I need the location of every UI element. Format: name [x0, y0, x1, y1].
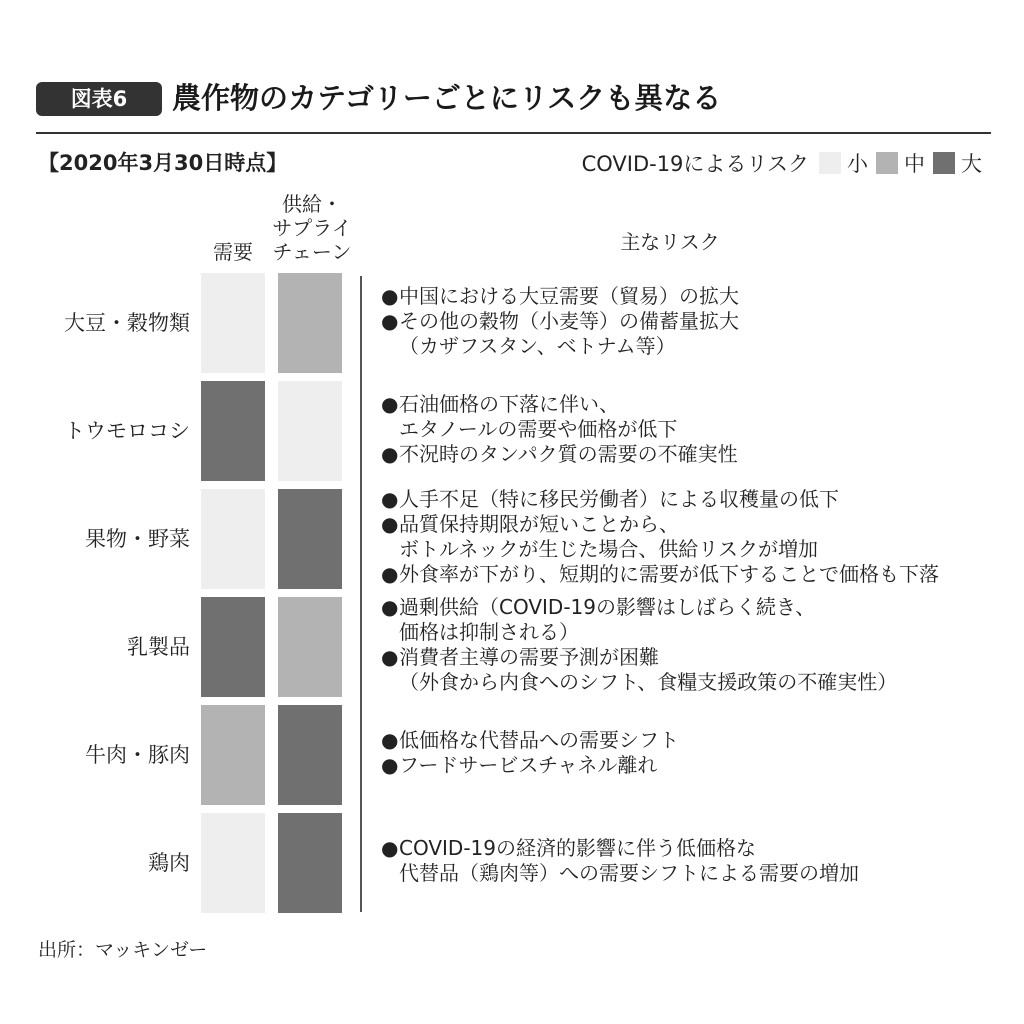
risk-text: その他の穀物（小麦等）の備蓄量拡大	[399, 309, 739, 333]
risk-list	[381, 595, 1001, 695]
heatmap-cell-demand	[201, 273, 265, 373]
heatmap-cell-demand	[201, 489, 265, 589]
legend-label-high: 大	[961, 152, 982, 176]
risk-text: （カザフスタン、ベトナム等）	[399, 334, 676, 358]
risk-text: 外食率が下がり、短期的に需要が低下することで価格も下落	[399, 562, 939, 586]
title-rule	[36, 132, 991, 134]
risk-text: COVID-19の経済的影響に伴う低価格な	[399, 836, 757, 860]
bullet-icon: ●	[381, 562, 399, 586]
column-header-supply-line1: 供給・	[282, 192, 342, 216]
risk-text: 代替品（鶏肉等）への需要シフトによる需要の増加	[399, 861, 859, 885]
risk-text: 人手不足（特に移民労働者）による収穫量の低下	[399, 487, 839, 511]
risk-item	[381, 836, 1001, 861]
column-header-supply-line2: サプライ	[272, 216, 352, 240]
risk-text: 不況時のタンパク質の需要の不確実性	[399, 442, 738, 466]
risk-item	[381, 417, 1001, 442]
heatmap-cell-supply	[278, 489, 342, 589]
legend	[582, 148, 982, 178]
column-header-supply-line3: チェーン	[272, 240, 352, 264]
heatmap-cell-supply	[278, 705, 342, 805]
row-label: 牛肉・豚肉	[85, 743, 190, 767]
risk-item	[381, 392, 1001, 417]
risk-item	[381, 645, 1001, 670]
bullet-icon: ●	[381, 595, 399, 619]
figure-title: 農作物のカテゴリーごとにリスクも異なる	[172, 81, 722, 115]
risk-text: ボトルネックが生じた場合、供給リスクが増加	[399, 537, 818, 561]
risk-list	[381, 284, 1001, 359]
heatmap-cell-supply	[278, 381, 342, 481]
legend-title: COVID-19によるリスク	[581, 152, 809, 176]
bullet-icon: ●	[381, 728, 399, 752]
bullet-icon: ●	[381, 753, 399, 777]
column-header-main-risks: 主なリスク	[620, 230, 720, 254]
risk-text: 品質保持期限が短いことから、	[399, 512, 679, 536]
heatmap-cell-demand	[201, 597, 265, 697]
risk-item	[381, 512, 1001, 537]
risk-item	[381, 753, 1001, 778]
row-label: 大豆・穀物類	[64, 311, 190, 335]
heatmap-cell-supply	[278, 813, 342, 913]
risk-text: エタノールの需要や価格が低下	[399, 417, 678, 441]
risk-list	[381, 392, 1001, 467]
heatmap-cell-demand	[201, 813, 265, 913]
bullet-icon: ●	[381, 487, 399, 511]
bullet-icon: ●	[381, 309, 399, 333]
bullet-icon: ●	[381, 284, 399, 308]
risk-text: 低価格な代替品への需要シフト	[399, 728, 679, 752]
legend-swatch-high	[933, 152, 955, 174]
row-label: 鶏肉	[148, 851, 190, 875]
legend-label-low: 小	[847, 152, 868, 176]
risk-text: 過剰供給（COVID-19の影響はしばらく続き、	[399, 595, 816, 619]
bullet-icon: ●	[381, 512, 399, 536]
risk-item	[381, 861, 1001, 886]
risk-text: フードサービスチャネル離れ	[399, 753, 658, 777]
risk-list	[381, 836, 1001, 886]
bullet-icon: ●	[381, 392, 399, 416]
risk-item	[381, 562, 1001, 587]
bullet-icon: ●	[381, 836, 399, 860]
bullet-icon: ●	[381, 442, 399, 466]
risk-item	[381, 334, 1001, 359]
legend-label-medium: 中	[904, 152, 925, 176]
legend-swatch-low	[819, 152, 841, 174]
risk-item	[381, 309, 1001, 334]
row-label: 果物・野菜	[85, 527, 190, 551]
heatmap-cell-demand	[201, 381, 265, 481]
column-divider	[360, 276, 362, 912]
risk-text: 消費者主導の需要予測が困難	[399, 645, 659, 669]
heatmap-cell-demand	[201, 705, 265, 805]
risk-item	[381, 670, 1001, 695]
risk-text: 価格は抑制される）	[399, 620, 579, 644]
as-of-date: 【2020年3月30日時点】	[38, 151, 288, 175]
legend-swatch-medium	[876, 152, 898, 174]
risk-list	[381, 728, 1001, 778]
risk-item	[381, 487, 1001, 512]
risk-text: 石油価格の下落に伴い、	[399, 392, 619, 416]
row-label: 乳製品	[127, 635, 190, 659]
bullet-icon: ●	[381, 645, 399, 669]
heatmap-cell-supply	[278, 273, 342, 373]
heatmap-cell-supply	[278, 597, 342, 697]
risk-item	[381, 620, 1001, 645]
column-header-demand: 需要	[213, 240, 253, 264]
figure-badge: 図表6	[36, 82, 162, 116]
risk-item	[381, 284, 1001, 309]
risk-item	[381, 537, 1001, 562]
source-note: 出所：マッキンゼー	[38, 939, 208, 961]
risk-item	[381, 728, 1001, 753]
row-label: トウモロコシ	[64, 419, 190, 443]
risk-list	[381, 487, 1001, 587]
risk-text: 中国における大豆需要（貿易）の拡大	[399, 284, 739, 308]
risk-item	[381, 595, 1001, 620]
column-header-supply	[262, 192, 362, 264]
risk-item	[381, 442, 1001, 467]
risk-text: （外食から内食へのシフト、食糧支援政策の不確実性）	[399, 670, 898, 694]
